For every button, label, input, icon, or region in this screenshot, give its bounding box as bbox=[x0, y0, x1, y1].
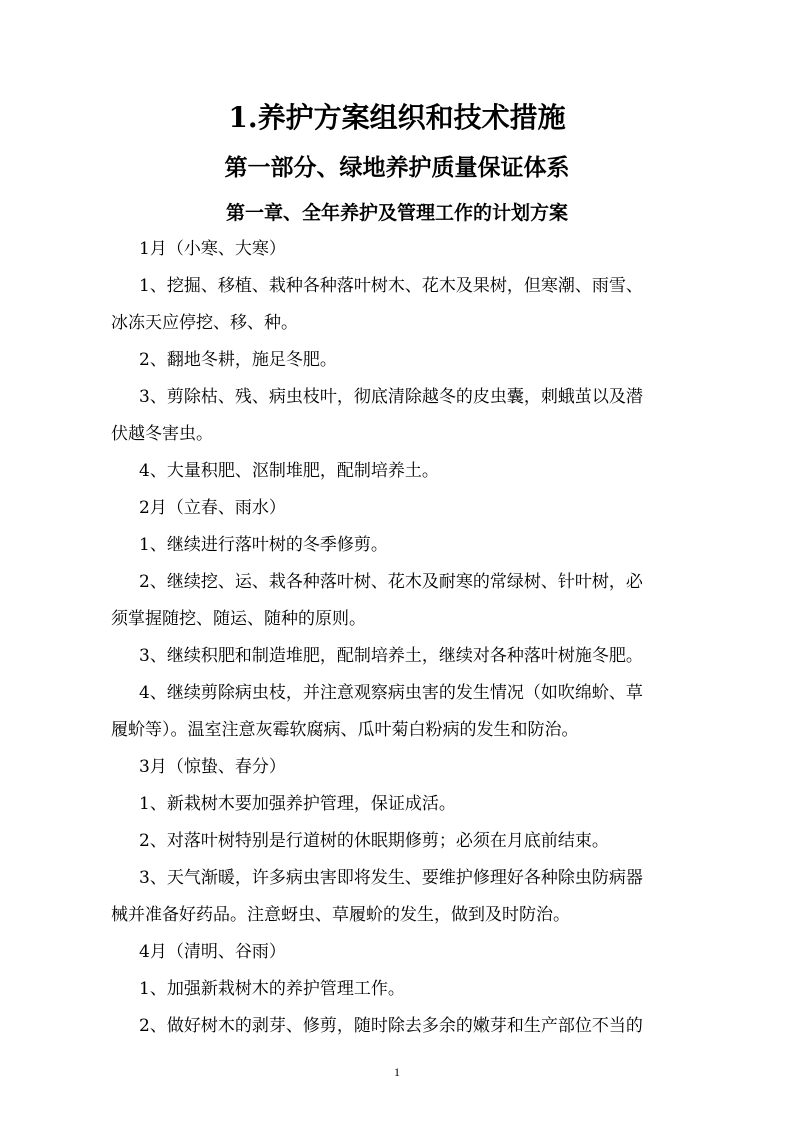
paragraph-line: 伏越冬害虫。 bbox=[111, 424, 213, 444]
paragraph-line: 1、新栽树木要加强养护管理，保证成活。 bbox=[139, 794, 456, 814]
chapter-title: 第一章、全年养护及管理工作的计划方案 bbox=[225, 202, 568, 224]
paragraph-line: 2、翻地冬耕，施足冬肥。 bbox=[139, 350, 337, 370]
month-heading-march: 3月（惊蛰、春分） bbox=[139, 757, 286, 777]
paragraph-line: 3、继续积肥和制造堆肥，配制培养土，继续对各种落叶树施冬肥。 bbox=[139, 646, 643, 666]
paragraph-line: 履蚧等）。温室注意灰霉软腐病、瓜叶菊白粉病的发生和防治。 bbox=[111, 720, 579, 740]
paragraph-line: 2、对落叶树特别是行道树的休眠期修剪；必须在月底前结束。 bbox=[139, 831, 609, 851]
paragraph-line: 械并准备好药品。注意蚜虫、草履蚧的发生，做到及时防治。 bbox=[111, 905, 570, 925]
paragraph-line: 须掌握随挖、随运、随种的原则。 bbox=[111, 609, 366, 629]
document-title: 1.养护方案组织和技术措施 bbox=[228, 101, 566, 134]
paragraph-line: 冰冻天应停挖、移、种。 bbox=[111, 313, 298, 333]
paragraph-line: 3、天气渐暖，许多病虫害即将发生、要维护修理好各种除虫防病器 bbox=[139, 868, 643, 888]
part-title: 第一部分、绿地养护质量保证体系 bbox=[224, 154, 570, 181]
paragraph-line: 1、加强新栽树木的养护管理工作。 bbox=[139, 979, 405, 999]
paragraph-line: 2、做好树木的剥芽、修剪，随时除去多余的嫩芽和生产部位不当的 bbox=[139, 1016, 643, 1036]
month-heading-january: 1月（小寒、大寒） bbox=[139, 239, 286, 259]
paragraph-line: 1、挖掘、移植、栽种各种落叶树木、花木及果树，但寒潮、雨雪、 bbox=[139, 276, 643, 296]
month-heading-february: 2月（立春、雨水） bbox=[139, 498, 286, 518]
paragraph-line: 1、继续进行落叶树的冬季修剪。 bbox=[139, 535, 388, 555]
page-number: 1 bbox=[394, 1065, 400, 1079]
month-heading-april: 4月（清明、谷雨） bbox=[139, 942, 286, 962]
paragraph-line: 2、继续挖、运、栽各种落叶树、花木及耐寒的常绿树、针叶树，必 bbox=[139, 572, 643, 592]
paragraph-line: 3、剪除枯、残、病虫枝叶，彻底清除越冬的皮虫囊，刺蛾茧以及潜 bbox=[139, 387, 643, 407]
paragraph-line: 4、大量积肥、沤制堆肥，配制培养土。 bbox=[139, 461, 439, 481]
paragraph-line: 4、继续剪除病虫枝，并注意观察病虫害的发生情况（如吹绵蚧、草 bbox=[139, 683, 643, 703]
